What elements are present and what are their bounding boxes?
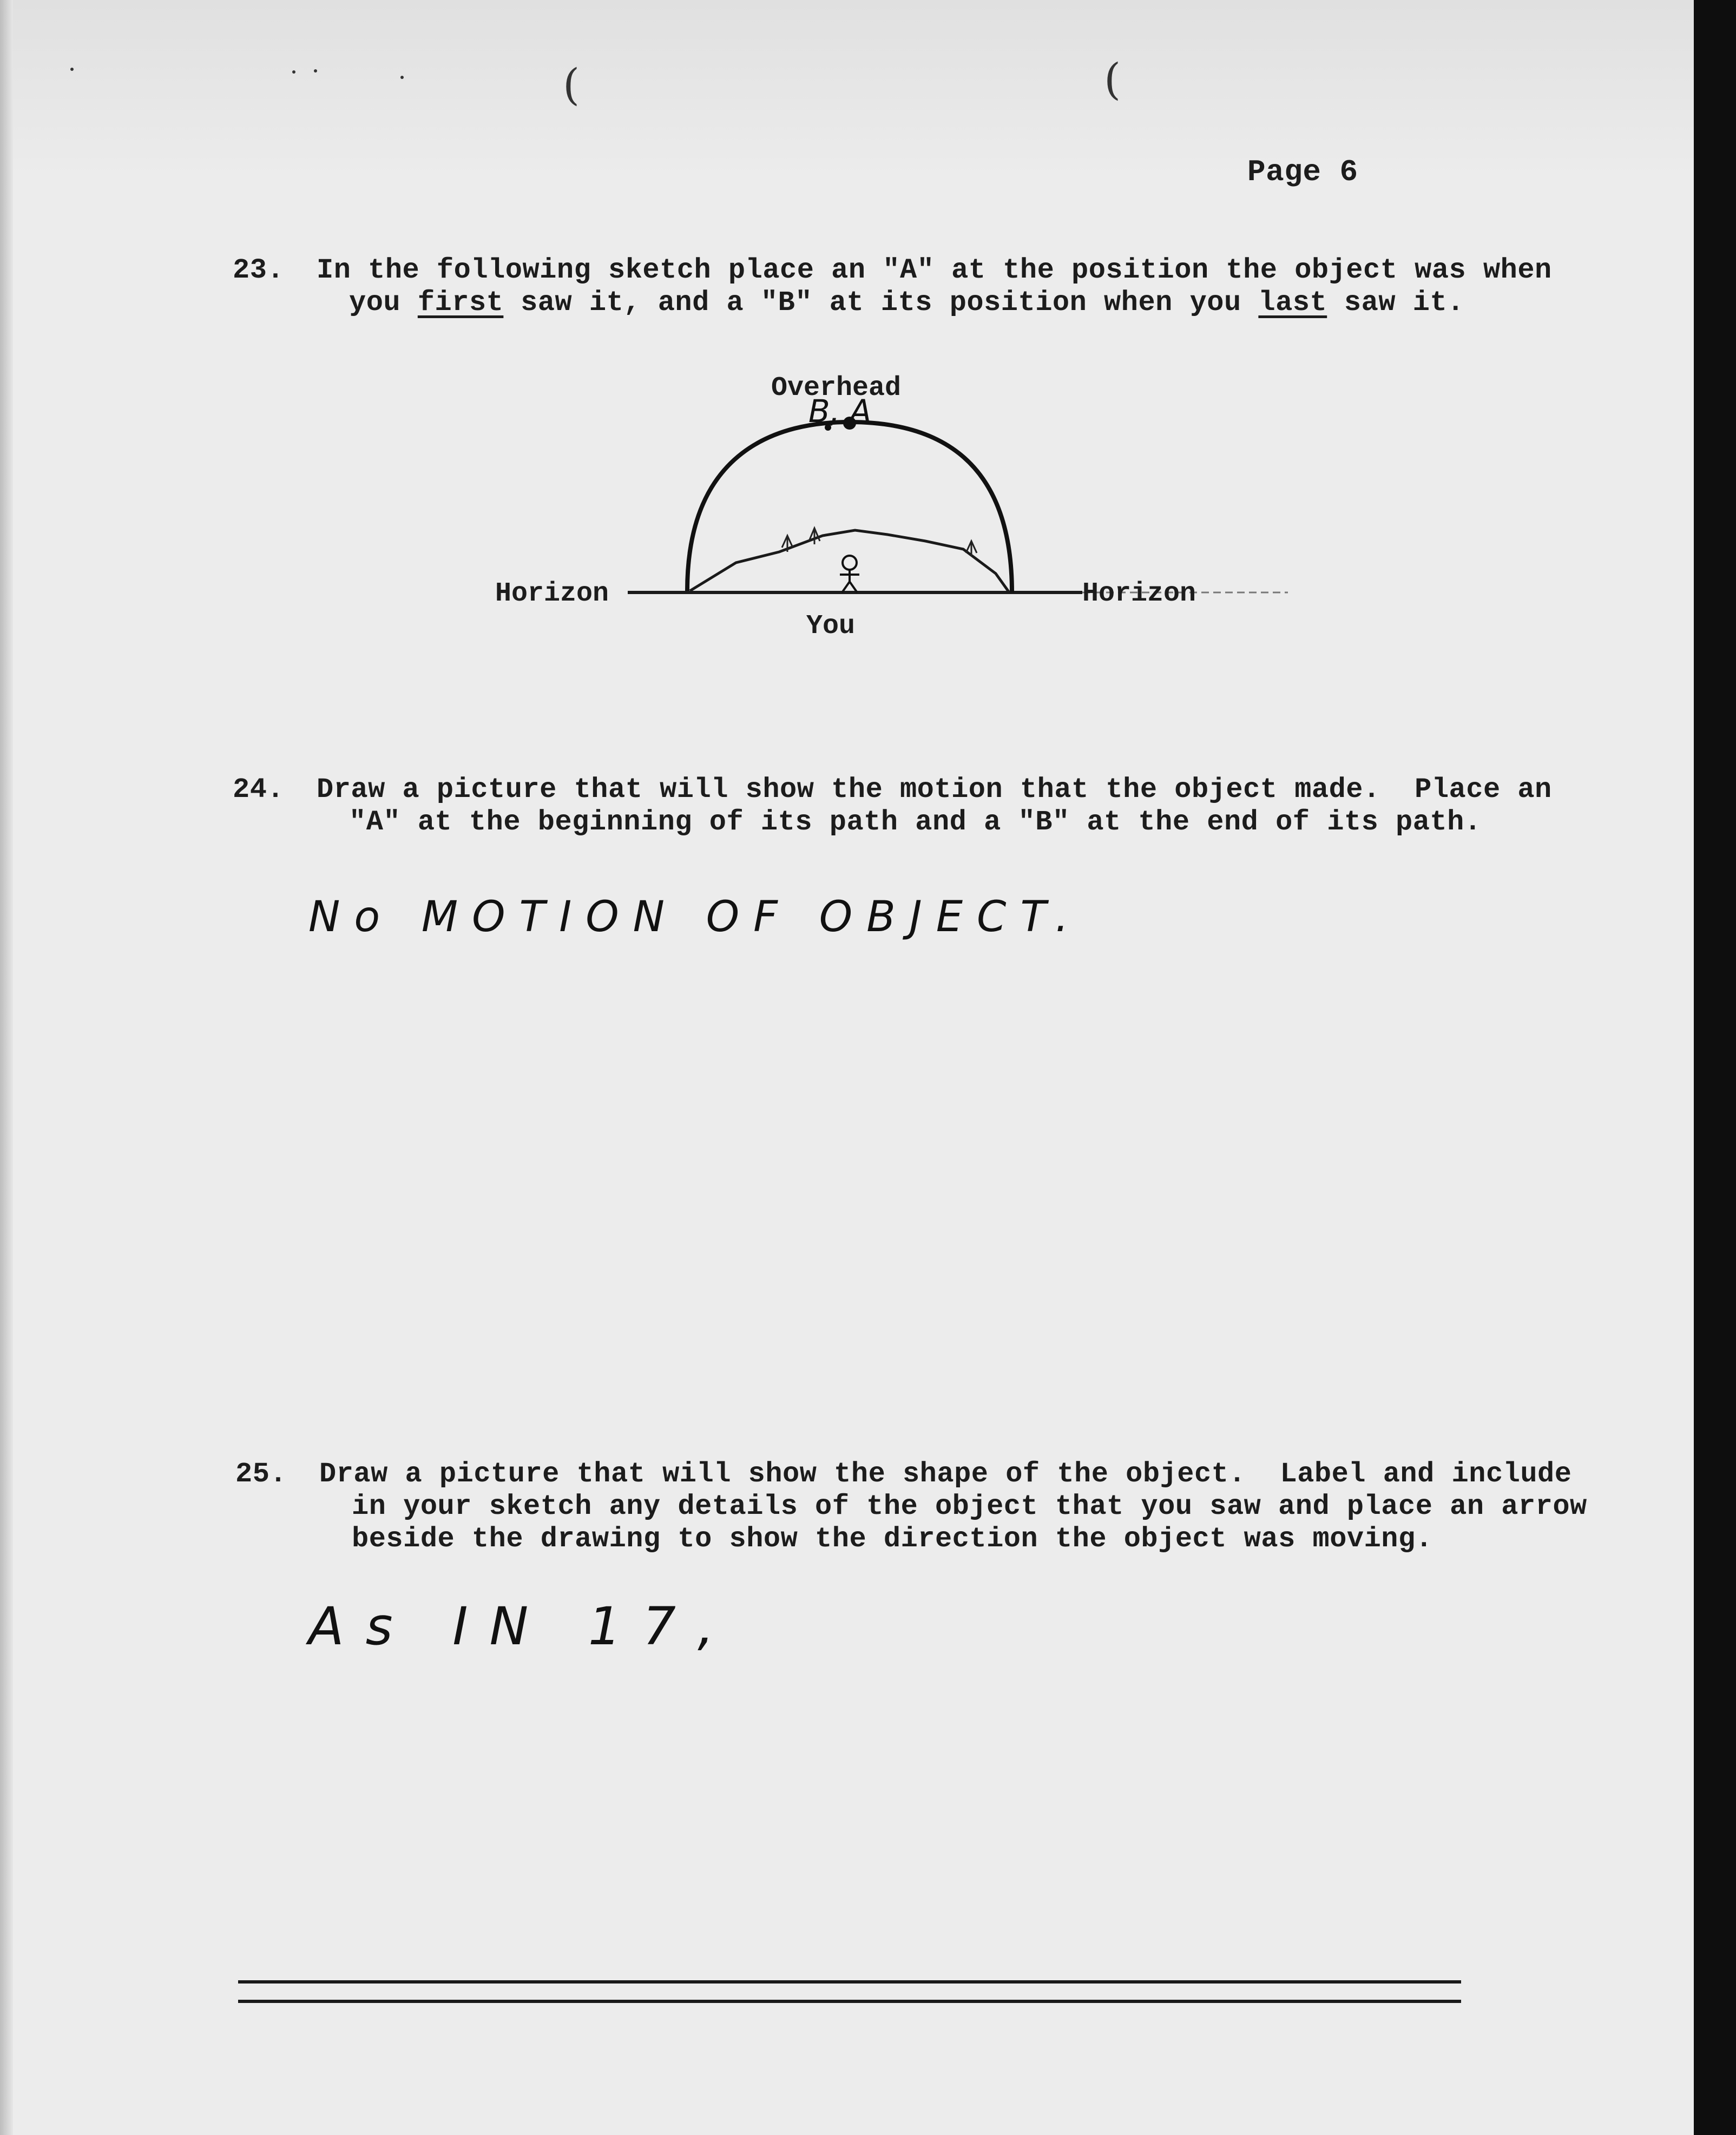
horizon-left-label: Horizon [495,578,609,609]
bottom-rule-lower [238,2000,1461,2003]
q25-line1: Draw a picture that will show the shape of the object. Label and include [319,1458,1572,1490]
q23-line2 [349,287,1464,319]
q24-handwritten-answer: No MOTION OF OBJECT. [308,893,1083,941]
right-dark-edge [1694,0,1736,2135]
q23-word-last: last [1258,287,1327,319]
sky-dome-diagram [476,363,1299,655]
q25-handwritten-answer: As IN 17, [308,1596,736,1657]
speck [400,76,404,79]
q23-word-first: first [417,287,504,319]
punch-mark-right: ( [1104,54,1121,104]
q23-number: 23. [233,254,285,286]
q24-number: 24. [233,774,285,806]
q25-line3: beside the drawing to show the direction the object was moving. [352,1523,1433,1555]
q23-line2-a: you [349,287,418,319]
speck [314,69,317,73]
handwritten-b-a-marks: B, A [808,393,872,430]
speck [70,68,74,71]
bottom-rule-upper [238,1980,1461,1984]
q24-line1: Draw a picture that will show the motion that the object made. Place an [317,774,1552,806]
you-label: You [806,611,856,642]
q23-line2-b: saw it, and a "B" at its position when you [503,287,1259,319]
top-shadow [0,0,1694,179]
q23-line2-c: saw it. [1327,287,1464,319]
stick-figure-icon [840,556,859,592]
page-number: Page 6 [1247,155,1358,189]
left-edge [0,0,13,2135]
horizon-right-label: Horizon [1082,578,1196,609]
q25-number: 25. [235,1458,287,1490]
speck [292,70,295,74]
dome-arc [687,422,1012,592]
overhead-label: Overhead [771,373,902,404]
q23-line1: In the following sketch place an "A" at the position the object was when [317,254,1552,286]
tree-icon [809,528,820,544]
q24-line2: "A" at the beginning of its path and a "B" at the end of its path. [349,806,1482,838]
punch-mark-left: ( [563,60,580,110]
q25-line2: in your sketch any details of the object that you saw and place an arrow [352,1491,1587,1523]
